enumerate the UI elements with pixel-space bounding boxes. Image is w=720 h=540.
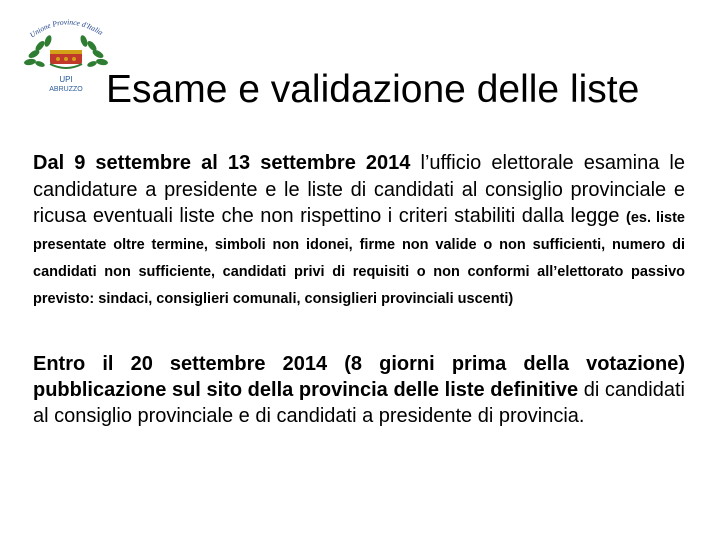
publication-deadline: Entro il 20 settembre 2014 (8 giorni prima della votazione) pubblicazione sul sito della provincia delle liste definitive xyxy=(33,353,685,401)
slide-title: Esame e validazione delle liste xyxy=(106,68,640,111)
slide-body xyxy=(33,150,685,429)
upi-emblem-graphic xyxy=(20,14,112,94)
logo-caption-abruzzo: ABRUZZO xyxy=(49,86,83,93)
validation-examples: (es. liste presentate oltre termine, simboli non idonei, firme non valide o non sufficienti, numero di candidati non sufficiente, candidati privi di requisiti o non conformi all’elettorato passivo previsto: sindaci, consiglieri comunali, consiglieri provinciali uscenti) xyxy=(33,210,685,307)
publication-text: di candidati al consiglio provinciale e di candidati a presidente di provincia. xyxy=(33,379,685,427)
paragraph-publication xyxy=(33,351,685,429)
logo-arc-text: Unione Province d'Italia xyxy=(27,17,105,40)
validation-dates: Dal 9 settembre al 13 settembre 2014 xyxy=(33,152,411,174)
paragraph-validation xyxy=(33,150,685,311)
validation-text: l’ufficio elettorale esamina le candidature a presidente e le liste di candidati al consiglio provinciale e ricusa eventuali liste che non rispettino i criteri stabiliti dalla legge xyxy=(33,152,686,227)
logo-caption-upi: UPI xyxy=(59,75,73,84)
upi-abruzzo-logo xyxy=(20,14,112,94)
